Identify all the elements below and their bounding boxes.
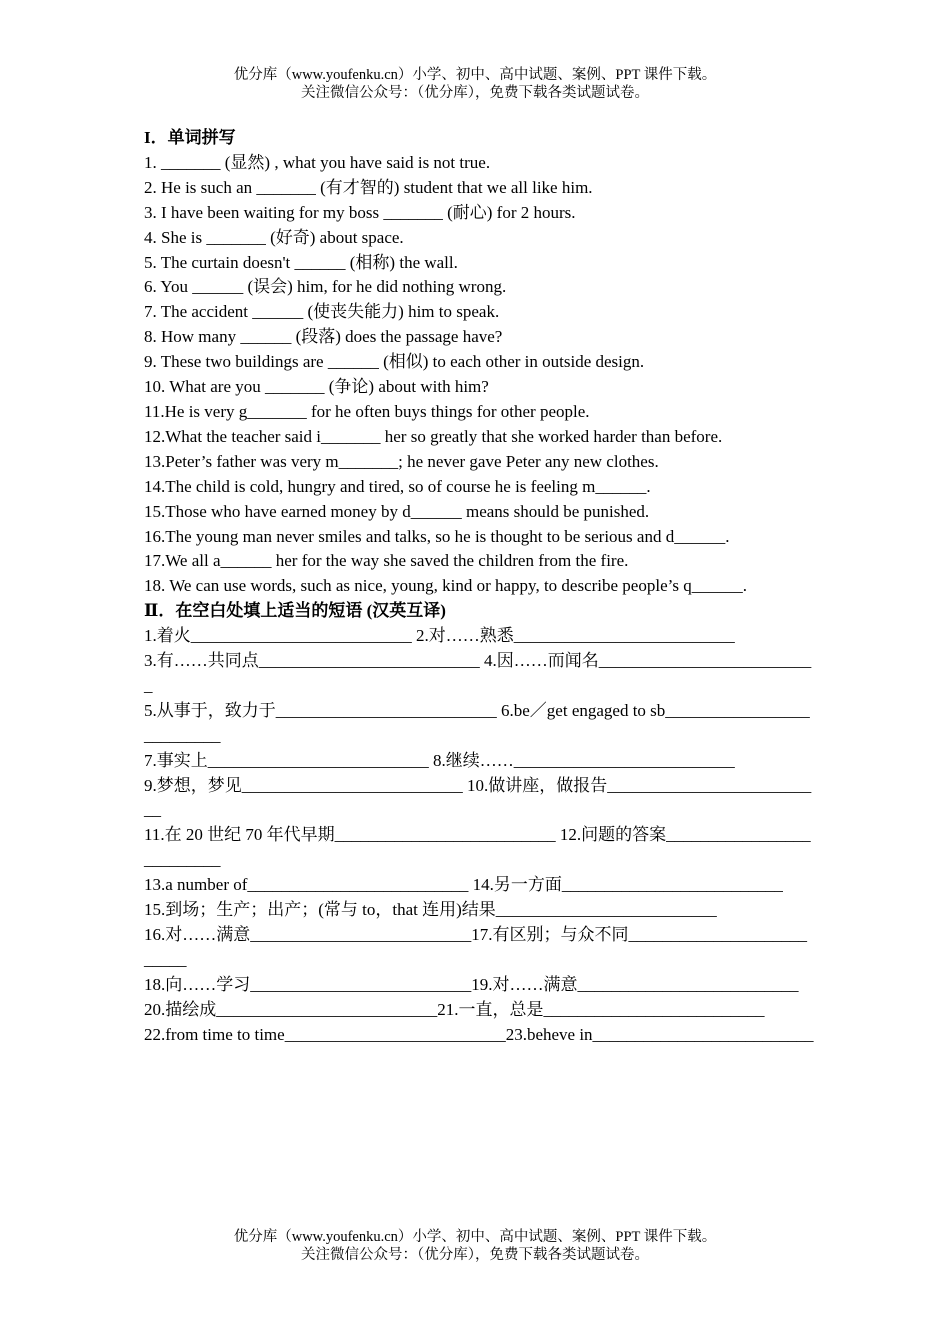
page-header bbox=[0, 66, 950, 102]
section-1-title: I．单词拼写 bbox=[144, 128, 236, 147]
question-13: 13.Peter’s father was very m_______; he never gave Peter any new clothes. bbox=[144, 451, 659, 471]
question-1: 1. _______ (显然) , what you have said is not true. bbox=[144, 152, 491, 172]
phrase-row-8: 15.到场；生产；出产；(常与 to，that 连用)结果__________________________ bbox=[144, 900, 717, 920]
phrase-row-4: 7.事实上__________________________ 8.继续……__________________________ bbox=[144, 750, 735, 770]
question-3: 3. I have been waiting for my boss _______ (耐心) for 2 hours. bbox=[144, 202, 576, 222]
phrase-row-6: 11.在 20 世纪 70 年代早期__________________________ 12.问题的答案__________________________ bbox=[144, 825, 811, 870]
section-2-title: Ⅱ．在空白处填上适当的短语 (汉英互译) bbox=[144, 601, 446, 621]
question-7: 7. The accident ______ (使丧失能力) him to speak. bbox=[144, 302, 500, 322]
question-14: 14.The child is cold, hungry and tired, so of course he is feeling m______. bbox=[144, 476, 651, 496]
question-6: 6. You ______ (误会) him, for he did nothing wrong. bbox=[144, 277, 507, 297]
question-11: 11.He is very g_______ for he often buys things for other people. bbox=[144, 401, 590, 421]
phrase-row-12: 22.from time to time__________________________23.beheve in__________________________ bbox=[144, 1024, 814, 1044]
question-9: 9. These two buildings are ______ (相似) to each other in outside design. bbox=[144, 352, 645, 372]
phrase-row-2: 3.有……共同点__________________________ 4.因……而闻名__________________________ bbox=[144, 651, 812, 695]
question-8: 8. How many ______ (段落) does the passage have? bbox=[144, 327, 503, 347]
question-18: 18. We can use words, such as nice, young, kind or happy, to describe people’s q______. bbox=[144, 576, 747, 596]
phrase-row-11: 20.描绘成__________________________21.一直，总是__________________________ bbox=[144, 999, 765, 1019]
phrase-row-5: 9.梦想，梦见__________________________ 10.做讲座，做报告__________________________ bbox=[144, 775, 812, 820]
question-12: 12.What the teacher said i_______ her so greatly that she worked harder than before. bbox=[144, 426, 723, 446]
question-5: 5. The curtain doesn't ______ (相称) the wall. bbox=[144, 252, 458, 272]
page-footer bbox=[0, 1228, 950, 1264]
phrase-row-1: 1.着火__________________________ 2.对……熟悉__________________________ bbox=[144, 626, 735, 646]
header-line-2: 关注微信公众号：（优分库），免费下载各类试题试卷。 bbox=[301, 85, 649, 101]
question-17: 17.We all a______ her for the way she saved the children from the fire. bbox=[144, 551, 629, 571]
question-15: 15.Those who have earned money by d______ means should be punished. bbox=[144, 501, 650, 521]
footer-line-1: 优分库（www.youfenku.cn）小学、初中、高中试题、案例、PPT 课件下载。 bbox=[233, 1229, 717, 1245]
question-2: 2. He is such an _______ (有才智的) student that we all like him. bbox=[144, 177, 593, 197]
phrase-row-7: 13.a number of__________________________ 14.另一方面__________________________ bbox=[144, 875, 783, 895]
phrase-row-3: 5.从事于，致力于__________________________ 6.be／get engaged to sb__________________________ bbox=[144, 700, 810, 745]
question-4: 4. She is _______ (好奇) about space. bbox=[144, 227, 404, 247]
phrase-row-9: 16.对……满意__________________________17.有区别；与众不同__________________________ bbox=[144, 925, 807, 969]
footer-line-2: 关注微信公众号：（优分库），免费下载各类试题试卷。 bbox=[301, 1247, 649, 1263]
question-16: 16.The young man never smiles and talks, so he is thought to be serious and d______. bbox=[144, 526, 730, 546]
header-line-1: 优分库（www.youfenku.cn）小学、初中、高中试题、案例、PPT 课件下载。 bbox=[233, 67, 717, 83]
question-10: 10. What are you _______ (争论) about with him? bbox=[144, 377, 489, 397]
worksheet-body bbox=[144, 126, 814, 1048]
phrase-row-10: 18.向……学习__________________________19.对……满意__________________________ bbox=[144, 974, 799, 994]
